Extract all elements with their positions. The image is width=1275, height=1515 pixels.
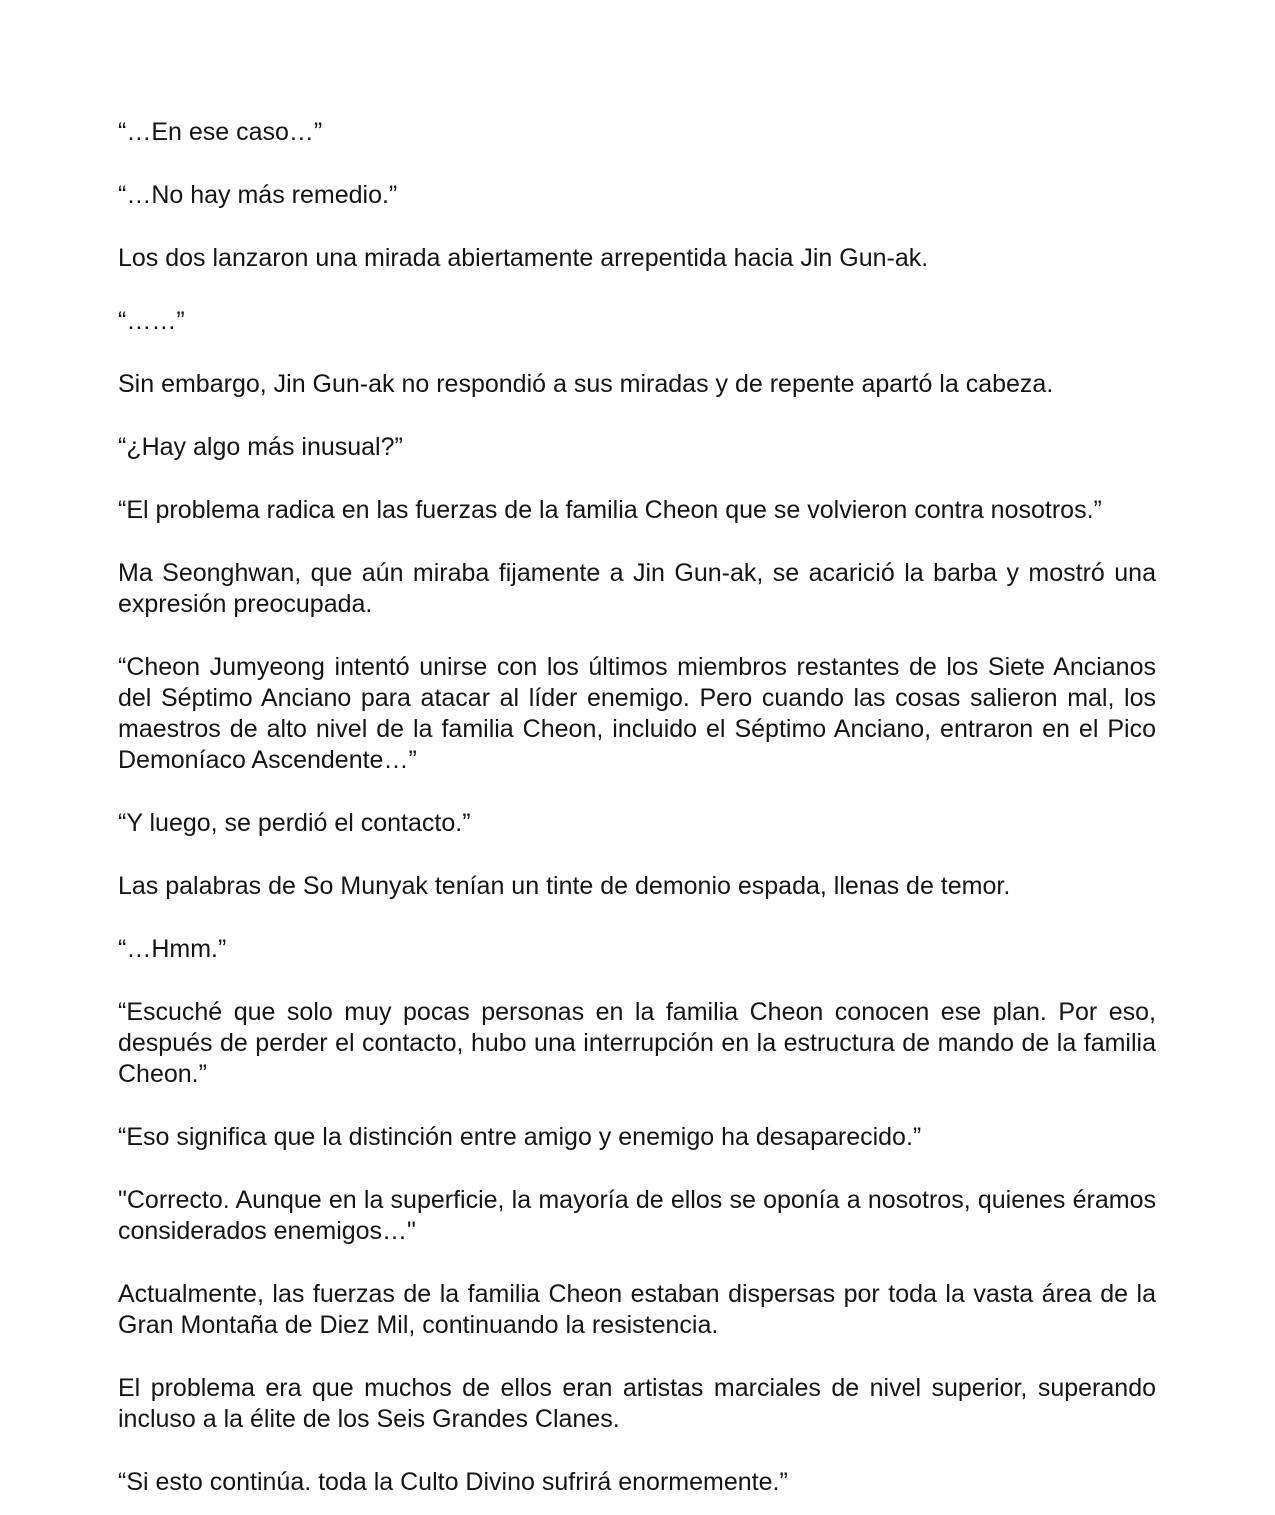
document-page bbox=[118, 117, 1156, 1498]
dialogue-paragraph: "Correcto. Aunque en la superficie, la mayoría de ellos se oponía a nosotros, quienes éramos considerados enemigos…" bbox=[118, 1186, 1156, 1245]
narration-paragraph: Actualmente, las fuerzas de la familia Cheon estaban dispersas por toda la vasta área de la Gran Montaña de Diez Mil, continuando la resistencia. bbox=[118, 1280, 1156, 1339]
dialogue-paragraph: “……” bbox=[118, 307, 185, 335]
dialogue-paragraph: “Y luego, se perdió el contacto.” bbox=[118, 809, 471, 837]
dialogue-paragraph: “El problema radica en las fuerzas de la familia Cheon que se volvieron contra nosotros.” bbox=[118, 496, 1102, 524]
narration-paragraph: Sin embargo, Jin Gun-ak no respondió a sus miradas y de repente apartó la cabeza. bbox=[118, 370, 1054, 398]
narration-paragraph: El problema era que muchos de ellos eran artistas marciales de nivel superior, superando incluso a la élite de los Seis Grandes Clanes. bbox=[118, 1374, 1156, 1433]
narration-paragraph: Ma Seonghwan, que aún miraba fijamente a Jin Gun-ak, se acarició la barba y mostró una expresión preocupada. bbox=[118, 559, 1156, 618]
dialogue-paragraph: “…En ese caso…” bbox=[118, 118, 323, 146]
dialogue-paragraph: “Cheon Jumyeong intentó unirse con los últimos miembros restantes de los Siete Ancianos del Séptimo Anciano para atacar al líder enemigo. Pero cuando las cosas salieron mal, los maestros de alto nivel de la familia Cheon, incluido el Séptimo Anciano, entraron en el Pico Demoníaco Ascendente…” bbox=[118, 653, 1156, 774]
narration-paragraph: Los dos lanzaron una mirada abiertamente arrepentida hacia Jin Gun-ak. bbox=[118, 244, 929, 272]
dialogue-paragraph: “Si esto continúa. toda la Culto Divino sufrirá enormemente.” bbox=[118, 1468, 788, 1496]
dialogue-paragraph: “Escuché que solo muy pocas personas en la familia Cheon conocen ese plan. Por eso, después de perder el contacto, hubo una interrupción en la estructura de mando de la familia Cheon.” bbox=[118, 998, 1156, 1088]
dialogue-paragraph: “Eso significa que la distinción entre amigo y enemigo ha desaparecido.” bbox=[118, 1123, 922, 1151]
dialogue-paragraph: “¿Hay algo más inusual?” bbox=[118, 433, 403, 461]
dialogue-paragraph: “…No hay más remedio.” bbox=[118, 181, 398, 209]
narration-paragraph: Las palabras de So Munyak tenían un tinte de demonio espada, llenas de temor. bbox=[118, 872, 1011, 900]
dialogue-paragraph: “…Hmm.” bbox=[118, 935, 227, 963]
